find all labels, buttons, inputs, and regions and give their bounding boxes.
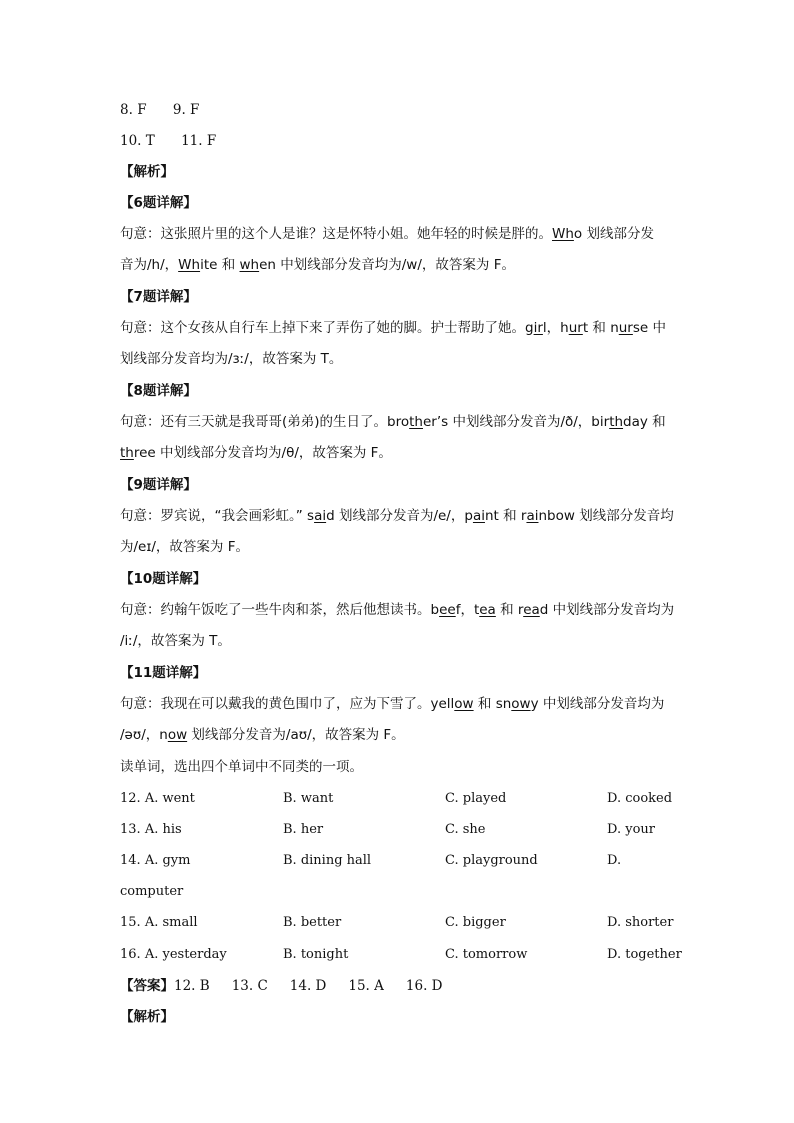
q8-heading: 【8题详解】 (120, 383, 197, 399)
option-c: C. played (445, 791, 507, 806)
option-c: C. bigger (445, 915, 506, 930)
q9-heading: 【9题详解】 (120, 477, 197, 493)
answer-number: 10. (120, 133, 142, 149)
q8-explanation-line2: three 中划线部分发音均为/θ/，故答案为 F。 (120, 445, 392, 461)
option-a: 12. A. went (120, 791, 195, 806)
option-b: B. her (283, 822, 324, 837)
option-d-wrap: computer (120, 884, 184, 899)
option-c: C. she (445, 822, 486, 837)
q6-heading: 【6题详解】 (120, 195, 197, 211)
option-c: C. playground (445, 853, 538, 868)
q11-heading: 【11题详解】 (120, 665, 207, 681)
answer-number: 9. (172, 102, 186, 118)
answer-item: 14. D (289, 978, 327, 994)
answer-line (120, 976, 442, 996)
option-c: C. tomorrow (445, 947, 528, 962)
q7-heading: 【7题详解】 (120, 289, 197, 305)
q9-explanation-line1: 句意：罗宾说，“我会画彩虹。” said 划线部分发音为/e/，paint 和 rainbow 划线部分发音均 (120, 508, 674, 524)
option-a: 15. A. small (120, 915, 198, 930)
answer-value: F (190, 102, 200, 118)
option-b: B. dining hall (283, 853, 372, 868)
q10-heading: 【10题详解】 (120, 571, 207, 587)
analysis-heading-2: 【解析】 (120, 1009, 174, 1025)
answer-row-10-11 (120, 131, 216, 151)
analysis-heading: 【解析】 (120, 164, 174, 180)
answer-value: F (137, 102, 147, 118)
answer-number: 8. (120, 102, 133, 118)
option-d: D. together (607, 947, 682, 962)
answer-row-8-9 (120, 100, 199, 120)
q7-explanation-line1: 句意：这个女孩从自行车上掉下来了弄伤了她的脚。护士帮助了她。girl，hurt 和 nurse 中 (120, 320, 666, 336)
q8-explanation-line1: 句意：还有三天就是我哥哥(弟弟)的生日了。brother’s 中划线部分发音为/ð/，birthday 和 (120, 414, 666, 430)
q6-explanation-line2: 音为/h/，White 和 when 中划线部分发音均为/w/，故答案为 F。 (120, 257, 515, 273)
answer-item: 13. C (231, 978, 268, 994)
q10-explanation-line1: 句意：约翰午饭吃了一些牛肉和茶，然后他想读书。beef，tea 和 read 中划线部分发音均为 (120, 602, 675, 618)
answer-item: 16. D (405, 978, 443, 994)
q9-explanation-line2: 为/eɪ/，故答案为 F。 (120, 539, 249, 555)
q11-explanation-line1: 句意：我现在可以戴我的黄色围巾了，应为下雪了。yellow 和 snowy 中划线部分发音均为 (120, 696, 665, 712)
option-b: B. want (283, 791, 334, 806)
answer-item: 12. B (174, 978, 210, 994)
option-a: 16. A. yesterday (120, 947, 227, 962)
q7-explanation-line2: 划线部分发音均为/ɜː/，故答案为 T。 (120, 351, 343, 367)
answer-number: 11. (181, 133, 203, 149)
option-a: 14. A. gym (120, 853, 191, 868)
q10-explanation-line2: /iː/，故答案为 T。 (120, 633, 231, 649)
section-instruction: 读单词，选出四个单词中不同类的一项。 (120, 759, 363, 775)
option-b: B. better (283, 915, 342, 930)
q11-explanation-line2: /əʊ/，now 划线部分发音为/aʊ/，故答案为 F。 (120, 727, 405, 743)
answer-value: T (145, 133, 155, 149)
answer-label: 【答案】 (120, 978, 174, 994)
option-d: D. cooked (607, 791, 673, 806)
answer-item: 15. A (348, 978, 384, 994)
q6-explanation-line1: 句意：这张照片里的这个人是谁？这是怀特小姐。她年轻的时候是胖的。Who 划线部分发 (120, 226, 654, 242)
answer-value: F (206, 133, 217, 149)
option-d: D. shorter (607, 915, 674, 930)
option-d: D. your (607, 822, 655, 837)
option-b: B. tonight (283, 947, 349, 962)
option-d: D. (607, 853, 622, 868)
option-a: 13. A. his (120, 822, 182, 837)
